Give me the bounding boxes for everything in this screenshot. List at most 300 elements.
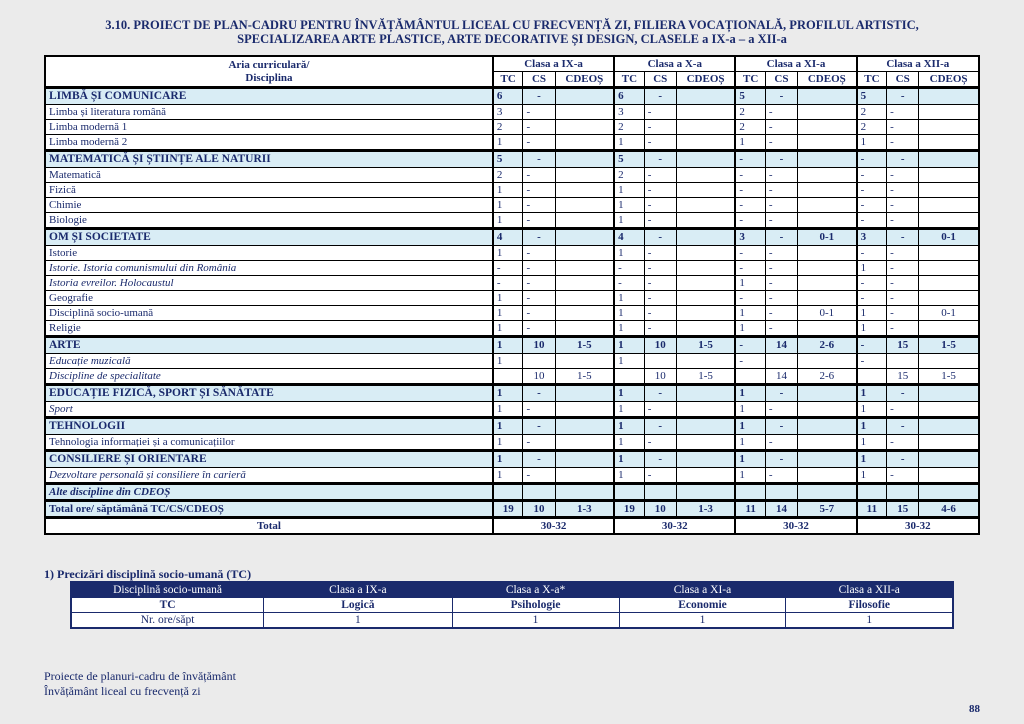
cell-value: - (887, 385, 919, 402)
grand-total-value: 30-32 (857, 518, 979, 535)
cell-value: - (765, 88, 797, 105)
cell-value: - (857, 291, 887, 306)
cell-value (676, 385, 735, 402)
cell-value (797, 451, 856, 468)
discipline-row (45, 135, 979, 151)
discipline-row (45, 321, 979, 337)
page-title (0, 18, 1024, 46)
subcol-header: CDEOȘ (555, 72, 614, 88)
cell-value: 5 (735, 88, 765, 105)
header-area-line-2: Disciplina (245, 71, 293, 84)
cell-value: - (765, 468, 797, 484)
cell-value: - (493, 276, 523, 291)
cell-value: 1 (493, 337, 523, 354)
cell-value: - (887, 213, 919, 229)
cell-value: - (644, 135, 676, 151)
discipline-label: Chimie (45, 198, 493, 213)
cell-value: 14 (765, 369, 797, 385)
cell-value: - (765, 168, 797, 183)
socio-cell: Clasa a X-a* (452, 582, 619, 598)
cell-value (919, 168, 979, 183)
cell-value: 3 (493, 105, 523, 120)
cell-value (919, 105, 979, 120)
cell-value: - (765, 246, 797, 261)
cell-value (555, 468, 614, 484)
cell-value (857, 484, 887, 501)
cell-value: - (523, 213, 555, 229)
discipline-label: Fizică (45, 183, 493, 198)
cell-value (797, 168, 856, 183)
cell-value (676, 229, 735, 246)
cell-value: 0-1 (919, 306, 979, 321)
cell-value: - (735, 337, 765, 354)
cell-value (555, 354, 614, 369)
cell-value: - (887, 435, 919, 451)
subcol-header: CDEOȘ (676, 72, 735, 88)
cell-value: - (765, 105, 797, 120)
cell-value (676, 151, 735, 168)
cell-value: - (644, 229, 676, 246)
socio-table (70, 581, 954, 629)
cell-value: 6 (614, 88, 644, 105)
cell-value: 1 (614, 246, 644, 261)
grand-total-value: 30-32 (493, 518, 614, 535)
cell-value (919, 151, 979, 168)
cell-value: 1-5 (555, 369, 614, 385)
cell-value: - (644, 213, 676, 229)
cell-value: 2-6 (797, 369, 856, 385)
cell-value: 5-7 (797, 501, 856, 518)
cell-value: - (614, 276, 644, 291)
discipline-row (45, 261, 979, 276)
curriculum-table (44, 55, 980, 535)
cell-value: 1-3 (676, 501, 735, 518)
grand-total-row (45, 518, 979, 535)
cell-value (919, 385, 979, 402)
cell-value: 19 (614, 501, 644, 518)
cell-value: 1 (735, 451, 765, 468)
section-label: OM ȘI SOCIETATE (45, 229, 493, 246)
cell-value: - (735, 168, 765, 183)
cell-value: 1 (735, 135, 765, 151)
title-line-2: SPECIALIZAREA ARTE PLASTICE, ARTE DECORATIVE ȘI DESIGN, CLASELE a IX-a – a XII-a (237, 32, 787, 46)
cell-value: 19 (493, 501, 523, 518)
cell-value: - (523, 135, 555, 151)
cell-value (919, 246, 979, 261)
cell-value: - (735, 354, 765, 369)
cell-value: 6 (493, 88, 523, 105)
cell-value (919, 88, 979, 105)
socio-heading: 1) Precizări disciplină socio-umană (TC) (44, 567, 252, 581)
page-number: 88 (969, 703, 980, 715)
cell-value: 4 (493, 229, 523, 246)
total-hours-row (45, 501, 979, 518)
cell-value: 1 (857, 451, 887, 468)
socio-header (71, 582, 953, 598)
socio-cell: 1 (786, 613, 953, 629)
cell-value: 1 (614, 337, 644, 354)
discipline-label: Istorie (45, 246, 493, 261)
discipline-row (45, 120, 979, 135)
cell-value: - (887, 261, 919, 276)
cell-value (523, 484, 555, 501)
cell-value: 3 (857, 229, 887, 246)
discipline-label: Biologie (45, 213, 493, 229)
section-row (45, 337, 979, 354)
cell-value (644, 354, 676, 369)
cell-value: - (887, 418, 919, 435)
cell-value: 1 (614, 435, 644, 451)
section-row (45, 451, 979, 468)
cell-value (555, 183, 614, 198)
cell-value: 1 (735, 468, 765, 484)
cell-value (614, 484, 644, 501)
cell-value: 1 (857, 321, 887, 337)
subcol-header: CS (887, 72, 919, 88)
title-line-1: 3.10. PROIECT DE PLAN-CADRU PENTRU ÎNVĂȚĂMÂNTUL LICEAL CU FRECVENȚĂ ZI, FILIERA VOCAȚIONALĂ, PROFILUL ARTISTIC, (105, 18, 919, 32)
cell-value: - (765, 418, 797, 435)
cell-value: - (857, 246, 887, 261)
cell-value (676, 276, 735, 291)
cell-value (555, 105, 614, 120)
section-label: ARTE (45, 337, 493, 354)
cell-value: - (857, 151, 887, 168)
cell-value: - (644, 261, 676, 276)
cell-value: - (644, 321, 676, 337)
grand-total-value: 30-32 (614, 518, 735, 535)
cell-value: - (523, 418, 555, 435)
cell-value (555, 435, 614, 451)
discipline-row (45, 198, 979, 213)
cell-value (919, 261, 979, 276)
section-label: MATEMATICĂ ȘI ȘTIINȚE ALE NATURII (45, 151, 493, 168)
discipline-label: Geografie (45, 291, 493, 306)
cell-value: - (523, 88, 555, 105)
cell-value: 1 (493, 291, 523, 306)
cell-value (797, 246, 856, 261)
cell-value: - (857, 198, 887, 213)
socio-cell: Clasa a XI-a (619, 582, 786, 598)
cell-value: - (765, 229, 797, 246)
header-area-line-1: Aria curriculară/ (228, 58, 310, 71)
discipline-label: Disciplină socio-umană (45, 306, 493, 321)
grand-total-label: Total (45, 518, 493, 535)
discipline-label: Istorie. Istoria comunismului din România (45, 261, 493, 276)
cell-value: 2 (493, 120, 523, 135)
cell-value: - (765, 291, 797, 306)
section-label: LIMBĂ ȘI COMUNICARE (45, 88, 493, 105)
cell-value: - (735, 213, 765, 229)
discipline-row (45, 168, 979, 183)
cell-value: - (644, 120, 676, 135)
cell-value: - (523, 276, 555, 291)
cell-value (919, 291, 979, 306)
cell-value: - (523, 435, 555, 451)
cell-value: - (765, 261, 797, 276)
cell-value (676, 321, 735, 337)
cell-value: - (765, 451, 797, 468)
cell-value: - (523, 385, 555, 402)
cell-value: - (887, 183, 919, 198)
cell-value (797, 321, 856, 337)
section-row (45, 151, 979, 168)
discipline-label: Tehnologia informației și a comunicațiilor (45, 435, 493, 451)
cell-value (797, 261, 856, 276)
cell-value: - (887, 291, 919, 306)
cell-value (676, 468, 735, 484)
cell-value (797, 418, 856, 435)
discipline-label: Sport (45, 402, 493, 418)
cell-value (735, 369, 765, 385)
cell-value: 1 (735, 276, 765, 291)
cell-value (676, 135, 735, 151)
cell-value: 5 (614, 151, 644, 168)
socio-cell: Economie (619, 598, 786, 613)
cell-value: 10 (523, 337, 555, 354)
cell-value: 1 (493, 451, 523, 468)
cell-value: - (644, 306, 676, 321)
cell-value (797, 385, 856, 402)
cell-value (555, 291, 614, 306)
discipline-label: Limba modernă 1 (45, 120, 493, 135)
cell-value (797, 198, 856, 213)
cell-value: - (887, 402, 919, 418)
cell-value (676, 484, 735, 501)
cell-value: - (857, 168, 887, 183)
cell-value: - (644, 88, 676, 105)
cell-value (919, 484, 979, 501)
cell-value: - (644, 105, 676, 120)
section-row (45, 418, 979, 435)
section-label: EDUCAȚIE FIZICĂ, SPORT ȘI SĂNĂTATE (45, 385, 493, 402)
cell-value: - (523, 151, 555, 168)
cell-value: 2 (857, 120, 887, 135)
cell-value (797, 183, 856, 198)
cell-value: - (765, 276, 797, 291)
socio-row2 (71, 613, 953, 629)
discipline-row (45, 306, 979, 321)
cell-value: - (857, 276, 887, 291)
cell-value: 1 (493, 135, 523, 151)
cell-value (676, 183, 735, 198)
cell-value: 1 (614, 354, 644, 369)
cell-value: - (765, 321, 797, 337)
cell-value (919, 183, 979, 198)
cell-value (555, 151, 614, 168)
cell-value (493, 484, 523, 501)
cell-value: 4 (614, 229, 644, 246)
cell-value: - (644, 198, 676, 213)
class-header-11: Clasa a XI-a (735, 56, 856, 72)
cell-value: - (523, 120, 555, 135)
cell-value: 1 (857, 306, 887, 321)
cell-value (887, 354, 919, 369)
cell-value (919, 435, 979, 451)
cell-value (555, 229, 614, 246)
cell-value: 2 (614, 120, 644, 135)
cell-value (797, 435, 856, 451)
subcol-header: TC (614, 72, 644, 88)
cell-value (797, 213, 856, 229)
cell-value (676, 105, 735, 120)
cell-value (797, 88, 856, 105)
cell-value (555, 213, 614, 229)
cell-value: 1 (614, 451, 644, 468)
cell-value: - (765, 402, 797, 418)
cell-value (676, 213, 735, 229)
cell-value: 5 (493, 151, 523, 168)
cell-value: - (644, 468, 676, 484)
cell-value: - (523, 291, 555, 306)
cell-value: 1 (493, 306, 523, 321)
cell-value: 1 (614, 213, 644, 229)
cell-value (676, 354, 735, 369)
cell-value: 1 (857, 385, 887, 402)
cell-value (919, 135, 979, 151)
cell-value: - (644, 151, 676, 168)
cell-value (555, 321, 614, 337)
cell-value: 2-6 (797, 337, 856, 354)
cell-value (919, 276, 979, 291)
cell-value: 1-5 (676, 337, 735, 354)
discipline-label: Religie (45, 321, 493, 337)
cell-value (797, 105, 856, 120)
section-row (45, 385, 979, 402)
subcol-header: TC (493, 72, 523, 88)
cell-value: 2 (857, 105, 887, 120)
cell-value (919, 451, 979, 468)
cell-value: - (887, 451, 919, 468)
cell-value: - (523, 402, 555, 418)
cell-value: 1 (493, 435, 523, 451)
header-area (45, 56, 493, 88)
cell-value: - (887, 468, 919, 484)
subcol-header: CDEOȘ (919, 72, 979, 88)
cell-value: 14 (765, 501, 797, 518)
cell-value (676, 88, 735, 105)
cell-value (555, 261, 614, 276)
cell-value: - (887, 135, 919, 151)
cell-value: 15 (887, 501, 919, 518)
cell-value: 1 (614, 306, 644, 321)
cell-value: - (523, 183, 555, 198)
cell-value (676, 451, 735, 468)
cell-value: 1 (614, 135, 644, 151)
socio-cell: Psihologie (452, 598, 619, 613)
cell-value: 0-1 (797, 229, 856, 246)
cell-value: - (735, 183, 765, 198)
cell-value (797, 402, 856, 418)
footer-line-2: Învățământ liceal cu frecvență zi (44, 684, 201, 698)
cell-value (555, 276, 614, 291)
subcol-header: TC (857, 72, 887, 88)
cell-value (857, 369, 887, 385)
cell-value (555, 88, 614, 105)
cell-value: 3 (735, 229, 765, 246)
cell-value: 1 (493, 418, 523, 435)
cell-value (555, 402, 614, 418)
cell-value (555, 451, 614, 468)
cell-value (797, 135, 856, 151)
discipline-label: Limba modernă 2 (45, 135, 493, 151)
cell-value: - (523, 306, 555, 321)
socio-cell: Filosofie (786, 598, 953, 613)
cell-value: - (887, 276, 919, 291)
cell-value: 10 (644, 369, 676, 385)
cell-value: 1 (857, 435, 887, 451)
discipline-label: Total ore/ săptămână TC/CS/CDEOȘ (45, 501, 493, 518)
other-disciplines-row (45, 484, 979, 501)
socio-cell: Nr. ore/săpt (71, 613, 264, 629)
cell-value: 1 (614, 183, 644, 198)
cell-value: - (765, 183, 797, 198)
cell-value: - (765, 213, 797, 229)
cell-value: - (644, 418, 676, 435)
cell-value (919, 120, 979, 135)
cell-value: 14 (765, 337, 797, 354)
cell-value: 1-3 (555, 501, 614, 518)
cell-value: - (523, 198, 555, 213)
cell-value: 2 (735, 105, 765, 120)
cell-value: 1 (493, 213, 523, 229)
cell-value: 1-5 (919, 337, 979, 354)
section-row (45, 229, 979, 246)
section-row (45, 88, 979, 105)
cell-value: 1-5 (676, 369, 735, 385)
cell-value: - (857, 213, 887, 229)
footer-line-1: Proiecte de planuri-cadru de învățământ (44, 669, 236, 683)
cell-value: 1 (735, 435, 765, 451)
cell-value: 1 (493, 354, 523, 369)
cell-value: 1 (614, 198, 644, 213)
cell-value: 1 (857, 468, 887, 484)
cell-value: - (644, 246, 676, 261)
cell-value: 1 (735, 418, 765, 435)
cell-value: - (614, 261, 644, 276)
cell-value: 4-6 (919, 501, 979, 518)
cell-value: - (857, 354, 887, 369)
subcol-header: CS (765, 72, 797, 88)
discipline-row (45, 213, 979, 229)
cell-value: 0-1 (797, 306, 856, 321)
cell-value: 1 (614, 468, 644, 484)
discipline-row (45, 435, 979, 451)
discipline-row (45, 246, 979, 261)
cell-value: - (644, 183, 676, 198)
cell-value: 2 (735, 120, 765, 135)
cell-value (735, 484, 765, 501)
cell-value (919, 321, 979, 337)
cell-value: - (887, 229, 919, 246)
cell-value: 10 (523, 501, 555, 518)
cell-value: - (887, 168, 919, 183)
socio-cell: 1 (264, 613, 452, 629)
subcol-header: CS (644, 72, 676, 88)
discipline-row (45, 105, 979, 120)
cell-value (555, 306, 614, 321)
cell-value: 1 (493, 198, 523, 213)
section-label: TEHNOLOGII (45, 418, 493, 435)
cell-value: 1 (735, 385, 765, 402)
discipline-label: Alte discipline din CDEOȘ (45, 484, 493, 501)
cell-value: - (523, 321, 555, 337)
cell-value: 1 (735, 306, 765, 321)
cell-value (676, 418, 735, 435)
cell-value: 1 (857, 418, 887, 435)
discipline-label: Istoria evreilor. Holocaustul (45, 276, 493, 291)
cell-value: - (493, 261, 523, 276)
cell-value: 1 (735, 402, 765, 418)
